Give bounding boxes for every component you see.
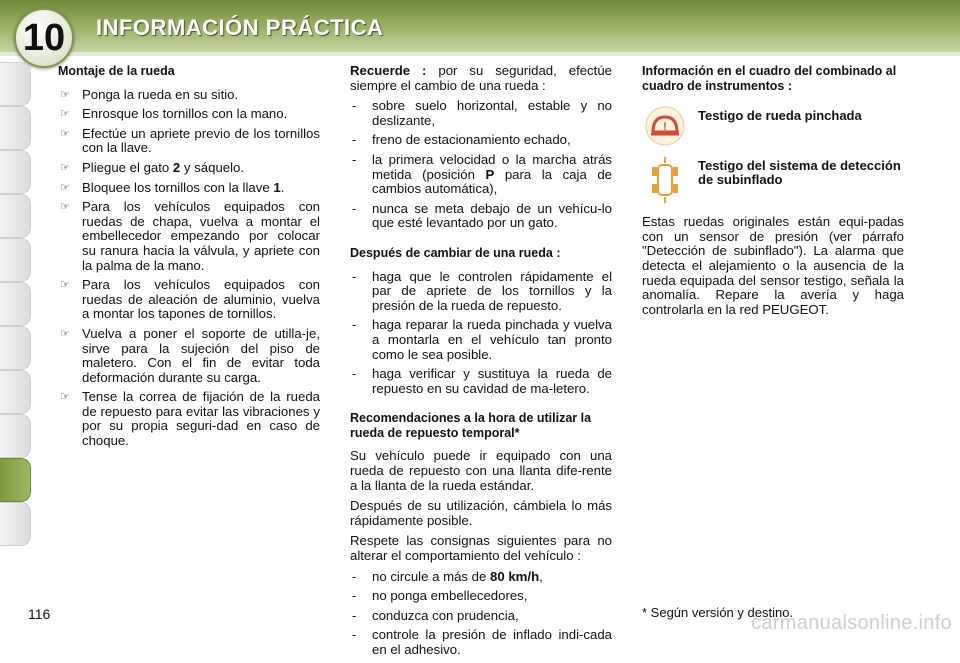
item-text: , (539, 568, 543, 584)
step-text: Enrosque los tornillos con la mano. (82, 106, 288, 122)
page-title: INFORMACIÓN PRÁCTICA (96, 15, 384, 40)
after-change-item (350, 270, 612, 314)
warning-row-flat-tyre (642, 105, 904, 151)
temporary-spare-item (350, 589, 612, 604)
reminder-item (350, 153, 612, 197)
item-text: no ponga embellecedores, (372, 588, 528, 604)
step-text: Para los vehículos equipados con ruedas de chapa, vuelva a montar el embellecedor empezando por colocar su ranura hacia la válvula, y apriete con la palma de la mano. (82, 199, 320, 273)
fitting-step (58, 200, 320, 273)
item-text: para la caja de cambios automática), (372, 166, 612, 197)
after-change-heading: Después de cambiar de una rueda : (350, 245, 561, 260)
step-text: Para los vehículos equipados con ruedas de aleación de aluminio, vuelva a montar los tapones de tornillos. (82, 277, 320, 322)
step-text: Efectúe un apriete previo de los tornillos con la llave. (82, 125, 320, 156)
temporary-spare-item (350, 628, 612, 657)
temporary-spare-paragraph: Después de su utilización, cámbiela lo más rápidamente posible. (350, 498, 612, 528)
after-change-item (350, 318, 612, 362)
instrument-info-heading: Información en el cuadro del combinado al cuadro de instrumentos : (642, 64, 897, 93)
reminder-label: Recuerde : (350, 63, 427, 78)
emphasis-text: P (485, 166, 495, 182)
step-text: . (280, 179, 285, 195)
side-tab[interactable] (0, 150, 31, 194)
item-text: la primera velocidad o la marcha atrás metida (posición (372, 151, 612, 182)
side-tab[interactable] (0, 106, 31, 150)
step-text: y sáquelo. (180, 159, 245, 175)
fitting-step (58, 107, 320, 122)
fitting-step (58, 127, 320, 156)
pointing-hand-icon: ☞ (60, 181, 70, 194)
fitting-steps-list (58, 88, 320, 449)
temporary-spare-paragraph: Respete las consignas siguientes para no alterar el comportamiento del vehículo : (350, 533, 612, 564)
side-tab[interactable] (0, 282, 31, 326)
svg-text:!: ! (663, 121, 667, 134)
sensor-paragraph: Estas ruedas originales están equi-padas con un sensor de presión (ver párrafo "Detección de subinflado"). La alarma que detecta el alejamiento o la ausencia de la rueda equipada del sensor testigo, señala la anomalía. Repare la avería y haga controlarla en la red PEUGEOT. (642, 214, 904, 317)
pointing-hand-icon: ☞ (60, 201, 70, 214)
column-instrument-info (642, 64, 904, 323)
pointing-hand-icon: ☞ (60, 391, 70, 404)
reminder-item (350, 99, 612, 128)
temporary-spare-item (350, 609, 612, 624)
dash-marker: - (352, 317, 357, 333)
item-text: haga reparar la rueda pinchada y vuelva a montarla en el vehículo tan pronto como le sea posible. (372, 317, 612, 362)
step-text: Vuelva a poner el soporte de utilla-je, sirve para la sujeción del piso de maletero. Con el fin de evitar toda deformación durante su carga. (82, 325, 320, 385)
item-text: freno de estacionamiento echado, (372, 132, 571, 148)
temporary-spare-item (350, 570, 612, 585)
dash-marker: - (352, 366, 357, 382)
header-divider (0, 52, 960, 56)
section-heading: Montaje de la rueda (58, 64, 175, 78)
dash-marker: - (352, 98, 357, 114)
fitting-step (58, 278, 320, 322)
step-text: Ponga la rueda en su sitio. (82, 86, 239, 102)
item-text: conduzca con prudencia, (372, 607, 519, 623)
fitting-step (58, 327, 320, 385)
item-text: haga que le controlen rápidamente el par de apriete de los tornillos y la presión de la rueda de repuesto. (372, 268, 612, 313)
warning-label: Testigo de rueda pinchada (698, 108, 862, 124)
page-number: 116 (28, 606, 51, 622)
emphasis-text: 1 (273, 179, 281, 195)
step-text: Pliegue el gato (82, 159, 173, 175)
reminder-text: por su seguridad, efectúe siempre el cambio de una rueda : (350, 63, 612, 93)
fitting-step (58, 88, 320, 103)
pointing-hand-icon: ☞ (60, 88, 70, 101)
pointing-hand-icon: ☞ (60, 161, 70, 174)
warning-row-under-inflation (642, 155, 904, 211)
step-text: Bloquee los tornillos con la llave (82, 179, 274, 195)
chapter-side-tabs (0, 62, 32, 578)
item-text: nunca se meta debajo de un vehícu-lo que esté levantado por un gato. (372, 200, 612, 231)
after-change-list (350, 270, 612, 397)
column-wheel-fitting (58, 64, 320, 454)
dash-marker: - (352, 588, 357, 604)
fitting-step (58, 390, 320, 448)
flat-tyre-warning-icon (644, 105, 686, 147)
watermark-text: carmanualsonline.info (751, 612, 952, 634)
dash-marker: - (352, 568, 357, 584)
dash-marker: - (352, 200, 357, 216)
column-reminders (350, 64, 612, 663)
side-tab[interactable] (0, 370, 31, 414)
temporary-spare-list (350, 570, 612, 658)
pointing-hand-icon: ☞ (60, 327, 70, 340)
fitting-step (58, 161, 320, 176)
item-text: sobre suelo horizontal, estable y no deslizante, (372, 98, 612, 128)
dash-marker: - (352, 132, 357, 148)
item-text: no circule a más de (372, 568, 491, 584)
footnote: * Según versión y destino. (642, 605, 794, 620)
side-tab[interactable] (0, 326, 31, 370)
item-text: controle la presión de inflado indi-cada en el adhesivo. (372, 627, 612, 657)
after-change-item (350, 367, 612, 396)
step-text: Tense la correa de fijación de la rueda de repuesto para evitar las vibraciones y por su propia seguri-dad en caso de choque. (82, 389, 320, 449)
reminder-item (350, 133, 612, 148)
pointing-hand-icon: ☞ (60, 279, 70, 292)
emphasis-text: 2 (172, 159, 181, 175)
temporary-spare-paragraph: Su vehículo puede ir equipado con una rueda de repuesto con una llanta dife-rente a la llanta de la rueda estándar. (350, 448, 612, 493)
temporary-spare-heading: Recomendaciones a la hora de utilizar la rueda de repuesto temporal* (350, 411, 592, 440)
under-inflation-detection-icon (644, 155, 686, 205)
reminder-list (350, 99, 612, 231)
pointing-hand-icon: ☞ (60, 108, 70, 121)
reminder-item (350, 202, 612, 231)
warning-label: Testigo del sistema de detección de subinflado (698, 158, 901, 188)
reminder-paragraph (350, 64, 612, 93)
side-tab[interactable] (0, 502, 31, 546)
dash-marker: - (352, 151, 357, 167)
item-text: haga verificar y sustituya la rueda de repuesto en su cavidad de ma-letero. (372, 366, 612, 396)
dash-marker: - (352, 607, 357, 623)
fitting-step (58, 181, 320, 196)
emphasis-text: 80 km/h (490, 568, 540, 584)
side-tab[interactable] (0, 194, 31, 238)
dash-marker: - (352, 627, 357, 643)
side-tab[interactable] (0, 238, 31, 282)
side-tab[interactable] (0, 62, 31, 106)
pointing-hand-icon: ☞ (60, 127, 70, 140)
side-tab-active[interactable] (0, 458, 31, 502)
side-tab[interactable] (0, 414, 31, 458)
dash-marker: - (352, 268, 357, 284)
chapter-number-badge: 10 (14, 8, 74, 68)
